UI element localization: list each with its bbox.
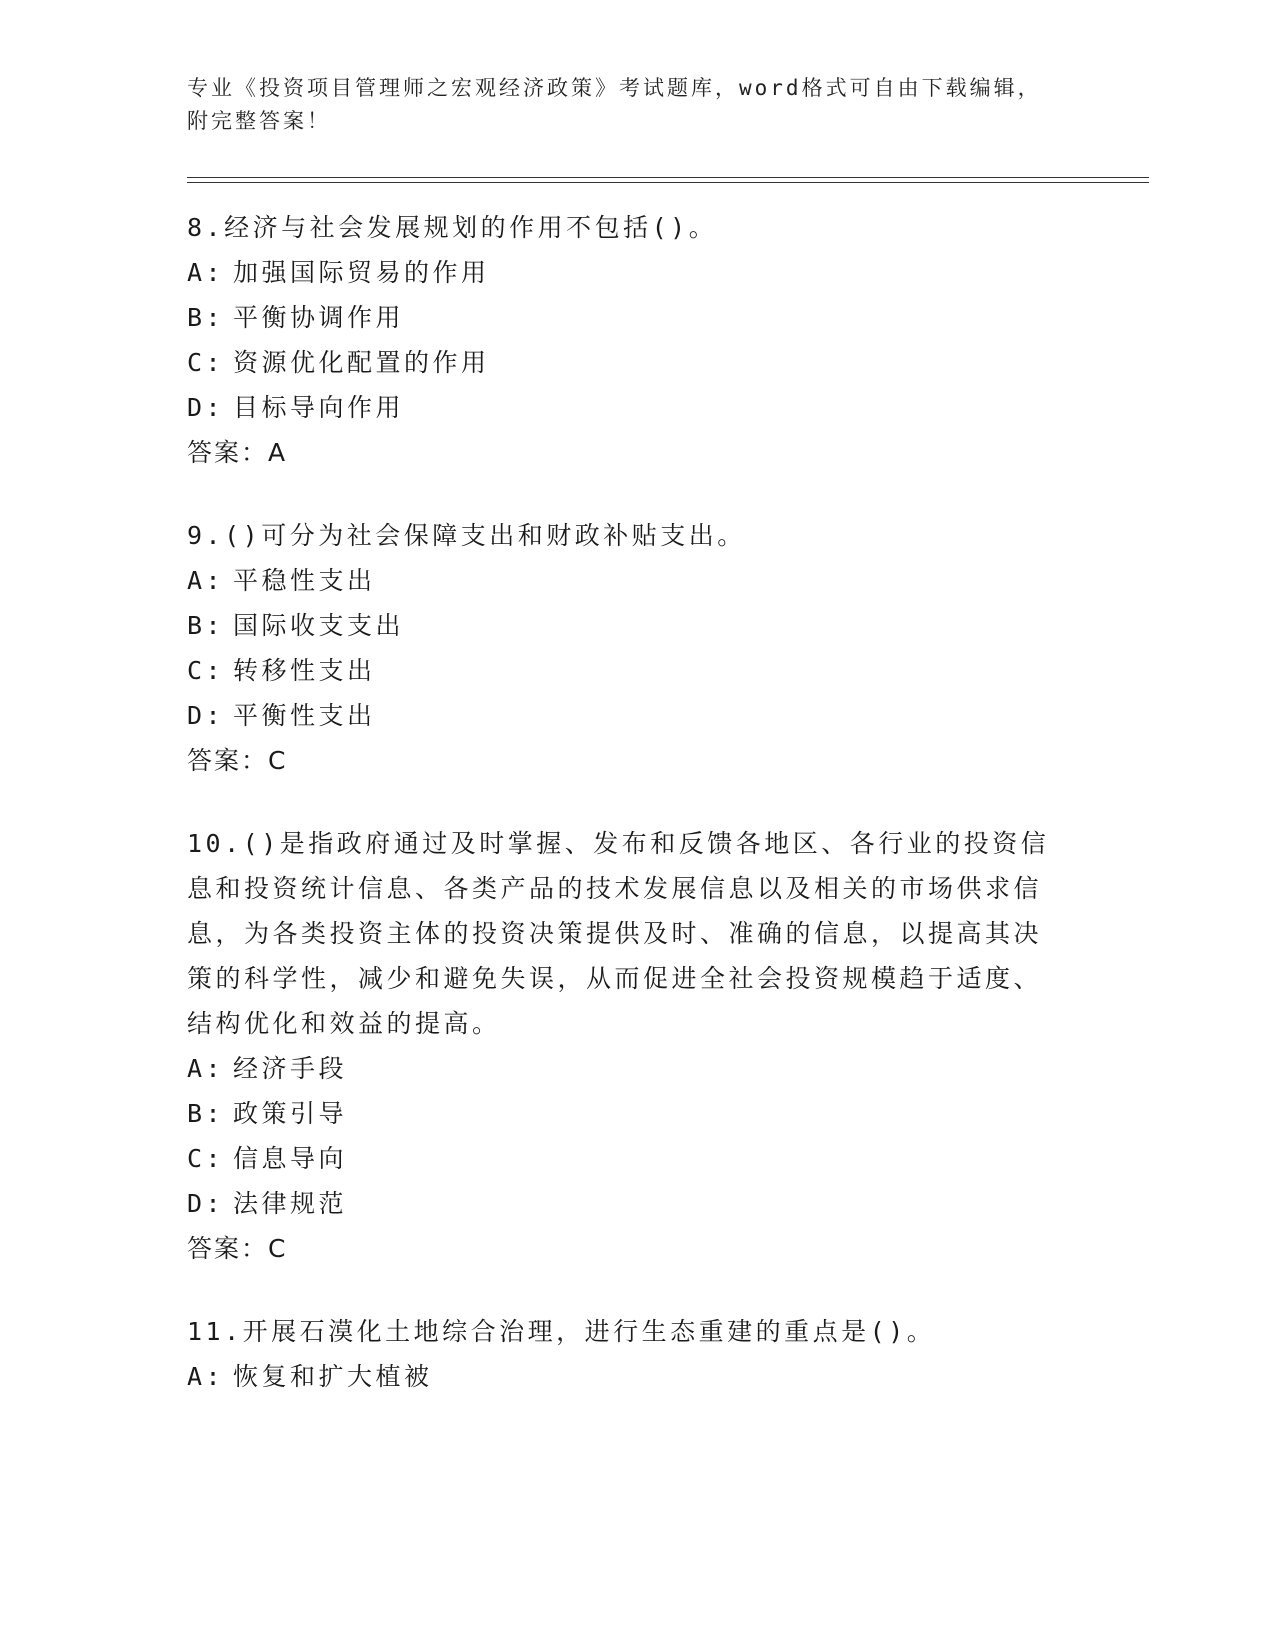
question-text: 9.()可分为社会保障支出和财政补贴支出。 xyxy=(187,521,746,550)
option-letter: D: xyxy=(187,393,225,422)
option-letter: D: xyxy=(187,701,225,730)
question-8 xyxy=(187,205,1087,475)
header-divider-top xyxy=(187,177,1149,178)
option-c xyxy=(187,340,1087,385)
option-c xyxy=(187,648,1087,693)
option-letter: A: xyxy=(187,1362,225,1391)
option-c xyxy=(187,1136,1087,1181)
option-text: 恢复和扩大植被 xyxy=(233,1362,433,1391)
option-a xyxy=(187,250,1087,295)
option-text: 政策引导 xyxy=(233,1099,348,1128)
option-text: 法律规范 xyxy=(233,1189,348,1218)
answer: 答案：C xyxy=(187,1234,288,1263)
option-letter: A: xyxy=(187,1054,225,1083)
option-text: 资源优化配置的作用 xyxy=(233,348,490,377)
option-a xyxy=(187,558,1087,603)
option-text: 信息导向 xyxy=(233,1144,348,1173)
header-line-2: 附完整答案！ xyxy=(187,109,331,133)
question-9 xyxy=(187,513,1087,783)
option-b xyxy=(187,295,1087,340)
question-text: 8.经济与社会发展规划的作用不包括()。 xyxy=(187,213,718,242)
option-letter: C: xyxy=(187,656,225,685)
option-text: 加强国际贸易的作用 xyxy=(233,258,490,287)
option-d xyxy=(187,693,1087,738)
option-a xyxy=(187,1046,1087,1091)
answer: 答案：A xyxy=(187,438,288,467)
option-text: 转移性支出 xyxy=(233,656,376,685)
option-b xyxy=(187,603,1087,648)
question-11 xyxy=(187,1309,1087,1399)
option-letter: C: xyxy=(187,348,225,377)
option-text: 目标导向作用 xyxy=(233,393,405,422)
question-list xyxy=(187,205,1087,1437)
option-text: 平稳性支出 xyxy=(233,566,376,595)
option-d xyxy=(187,1181,1087,1226)
option-text: 平衡性支出 xyxy=(233,701,376,730)
question-text: 11.开展石漠化土地综合治理，进行生态重建的重点是()。 xyxy=(187,1317,936,1346)
option-d xyxy=(187,385,1087,430)
option-letter: A: xyxy=(187,258,225,287)
question-10 xyxy=(187,821,1087,1271)
document-header xyxy=(187,72,1087,138)
option-text: 平衡协调作用 xyxy=(233,303,405,332)
option-letter: A: xyxy=(187,566,225,595)
answer: 答案：C xyxy=(187,746,288,775)
header-divider-bottom xyxy=(187,182,1149,183)
option-letter: B: xyxy=(187,303,225,332)
option-letter: C: xyxy=(187,1144,225,1173)
question-text: 10.()是指政府通过及时掌握、发布和反馈各地区、各行业的投资信息和投资统计信息、各类产品的技术发展信息以及相关的市场供求信息，为各类投资主体的投资决策提供及时、准确的信息，以提高其决策的科学性，减少和避免失误，从而促进全社会投资规模趋于适度、结构优化和效益的提高。 xyxy=(187,829,1050,1038)
option-text: 经济手段 xyxy=(233,1054,348,1083)
option-text: 国际收支支出 xyxy=(233,611,405,640)
option-letter: D: xyxy=(187,1189,225,1218)
header-line-1: 专业《投资项目管理师之宏观经济政策》考试题库，word格式可自由下载编辑， xyxy=(187,76,1042,100)
option-b xyxy=(187,1091,1087,1136)
option-letter: B: xyxy=(187,611,225,640)
option-letter: B: xyxy=(187,1099,225,1128)
option-a xyxy=(187,1354,1087,1399)
